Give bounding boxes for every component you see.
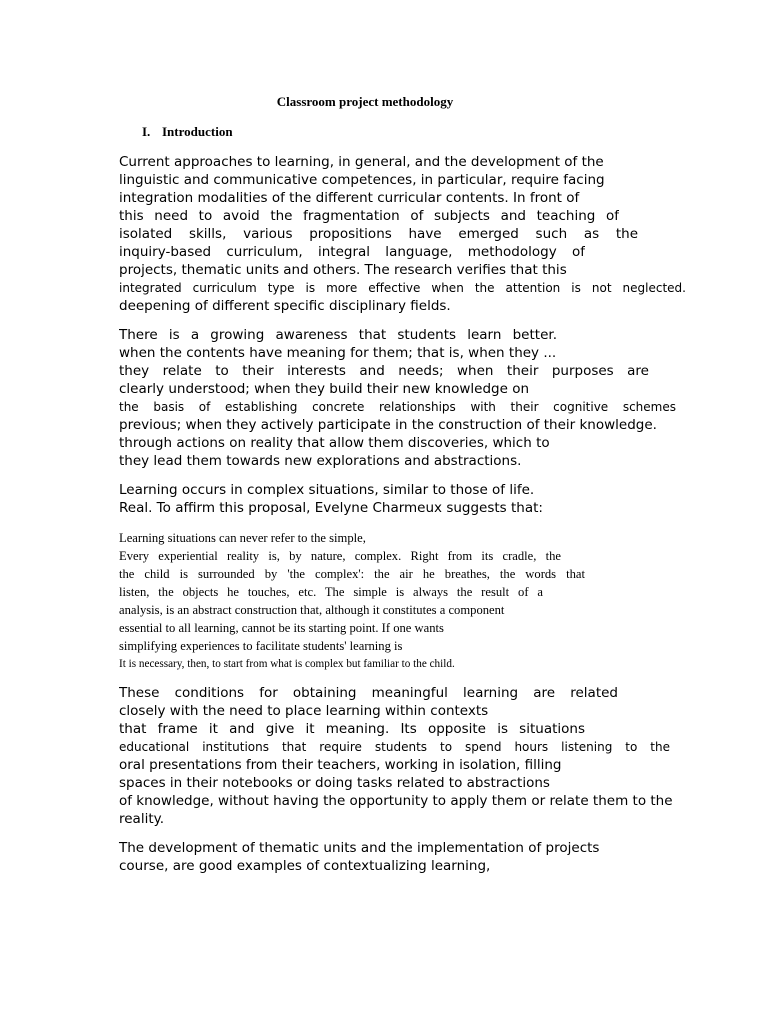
paragraph-line: clearly understood; when they build their new knowledge on [119, 381, 530, 397]
paragraph-3 [119, 481, 729, 517]
document-title: Classroom project methodology [276, 94, 454, 109]
paragraph-line: they lead them towards new explorations and abstractions. [119, 453, 522, 469]
paragraph-line: There is a growing awareness that students learn better. [119, 327, 557, 343]
quote-line: Every experiential reality is, by nature, complex. Right from its cradle, the [119, 549, 561, 563]
quote-line: Learning situations can never refer to the simple, [119, 531, 366, 545]
section-number: I. [142, 124, 151, 139]
paragraph-line: through actions on reality that allow them discoveries, which to [119, 435, 550, 451]
paragraph-line: reality. [119, 811, 164, 827]
paragraph-line: spaces in their notebooks or doing tasks related to abstractions [119, 775, 550, 791]
quote-line: listen, the objects he touches, etc. The simple is always the result of a [119, 585, 543, 599]
paragraph-line: isolated skills, various propositions have emerged such as the [119, 226, 638, 242]
paragraph-line: when the contents have meaning for them; that is, when they ... [119, 345, 557, 361]
paragraph-line: previous; when they actively participate in the construction of their knowledge. [119, 417, 657, 433]
quote-line: the child is surrounded by 'the complex': the air he breathes, the words that [119, 567, 585, 581]
paragraph-5 [119, 839, 729, 875]
paragraph-line: closely with the need to place learning within contexts [119, 703, 489, 719]
paragraph-line: inquiry-based curriculum, integral language, methodology of [119, 244, 585, 260]
paragraph-line: this need to avoid the fragmentation of subjects and teaching of [119, 208, 619, 224]
paragraph-line: course, are good examples of contextualizing learning, [119, 858, 491, 874]
paragraph-line: projects, thematic units and others. The research verifies that this [119, 262, 567, 278]
paragraph-2 [119, 326, 729, 470]
paragraph-line: oral presentations from their teachers, working in isolation, filling [119, 757, 562, 773]
paragraph-line: of knowledge, without having the opportunity to apply them or relate them to the [119, 793, 673, 809]
paragraph-line: educational institutions that require students to spend hours listening to the [119, 740, 670, 754]
paragraph-line: deepening of different specific disciplinary fields. [119, 298, 451, 314]
paragraph-line: the basis of establishing concrete relationships with their cognitive schemes [119, 400, 676, 414]
paragraph-line: they relate to their interests and needs; when their purposes are [119, 363, 649, 379]
quote-line: analysis, is an abstract construction that, although it constitutes a component [119, 603, 505, 617]
paragraph-line: Real. To affirm this proposal, Evelyne Charmeux suggests that: [119, 500, 543, 516]
paragraph-1 [119, 153, 729, 315]
paragraph-line: linguistic and communicative competences, in particular, require facing [119, 172, 605, 188]
paragraph-4 [119, 684, 729, 828]
paragraph-line: integrated curriculum type is more effective when the attention is not neglected. [119, 281, 686, 295]
paragraph-line: integration modalities of the different curricular contents. In front of [119, 190, 580, 206]
quote-line: It is necessary, then, to start from what is complex but familiar to the child. [119, 658, 455, 670]
paragraph-line: These conditions for obtaining meaningful learning are related [119, 685, 618, 701]
quote-line: essential to all learning, cannot be its starting point. If one wants [119, 621, 444, 635]
paragraph-line: that frame it and give it meaning. Its opposite is situations [119, 721, 585, 737]
paragraph-line: Learning occurs in complex situations, similar to those of life. [119, 482, 535, 498]
quotation-block [119, 529, 729, 673]
section-title: Introduction [162, 124, 233, 139]
paragraph-line: The development of thematic units and the implementation of projects [119, 840, 600, 856]
section-heading [142, 124, 233, 140]
paragraph-line: Current approaches to learning, in general, and the development of the [119, 154, 604, 170]
quote-line: simplifying experiences to facilitate students' learning is [119, 639, 403, 653]
